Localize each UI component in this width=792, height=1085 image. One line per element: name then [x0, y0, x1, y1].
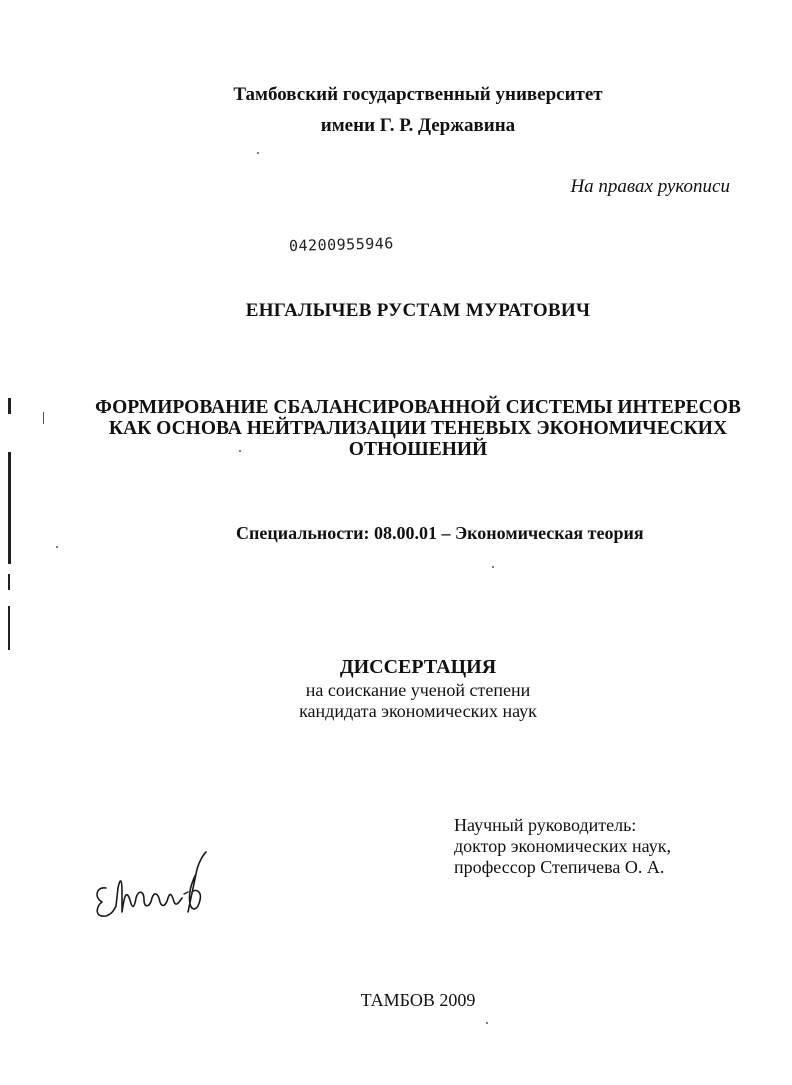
scan-speck: [257, 152, 259, 154]
university-name: Тамбовский государственный университет: [233, 84, 603, 105]
supervisor-name: профессор Степичева О. А.: [454, 857, 665, 877]
scan-artifact: [8, 606, 10, 650]
supervisor-label: Научный руководитель:: [454, 815, 637, 835]
author-name: ЕНГАЛЫЧЕВ РУСТАМ МУРАТОВИЧ: [245, 300, 591, 321]
scan-speck: [486, 1022, 488, 1024]
scan-speck: [492, 566, 494, 568]
supervisor-degree: доктор экономических наук,: [454, 836, 671, 856]
scan-speck: [56, 546, 58, 548]
specialty-line: Специальности: 08.00.01 – Экономическая теория: [236, 523, 644, 543]
handwritten-signature: [92, 848, 222, 928]
university-named-after: имени Г. Р. Державина: [320, 115, 516, 136]
scan-artifact: [43, 412, 44, 424]
scan-artifact: [8, 574, 10, 590]
degree-line: кандидата экономических наук: [299, 701, 537, 721]
scan-speck: [239, 450, 241, 452]
thesis-title-line: ФОРМИРОВАНИЕ СБАЛАНСИРОВАННОЙ СИСТЕМЫ ИНТЕРЕСОВ: [95, 397, 741, 418]
thesis-title-line: ОТНОШЕНИЙ: [348, 439, 488, 460]
degree-line: на соискание ученой степени: [305, 680, 531, 700]
manuscript-rights-note: На правах рукописи: [570, 176, 730, 197]
city-year: ТАМБОВ 2009: [360, 990, 476, 1010]
scan-artifact: [8, 452, 11, 564]
thesis-title-line: КАК ОСНОВА НЕЙТРАЛИЗАЦИИ ТЕНЕВЫХ ЭКОНОМИЧЕСКИХ: [108, 418, 728, 439]
registration-code: 04200955946: [288, 234, 395, 255]
dissertation-heading: ДИССЕРТАЦИЯ: [339, 656, 497, 678]
scan-artifact: [8, 398, 11, 414]
